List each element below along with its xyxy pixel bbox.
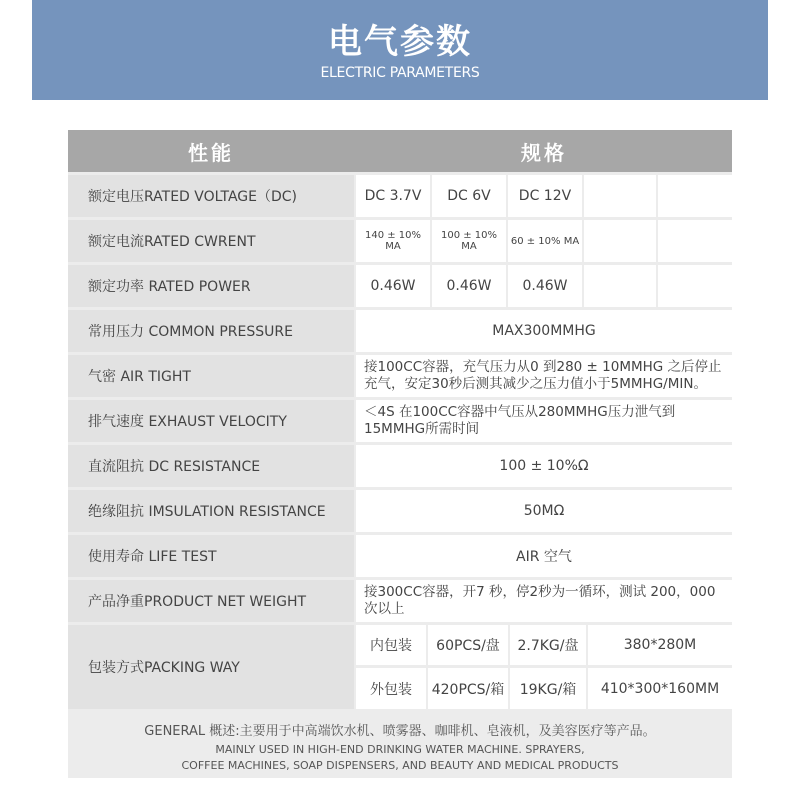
outer-pack-qty: 420PCS/箱 (428, 668, 508, 709)
empty-cell (658, 265, 732, 307)
row-label: 额定电流RATED CWRENT (68, 220, 354, 262)
empty-cell (584, 175, 656, 217)
table-row-packing-way (68, 625, 732, 709)
row-label: 直流阻抗 DC RESISTANCE (68, 445, 354, 487)
general-en-line1: MAINLY USED IN HIGH-END DRINKING WATER MACHINE. SPRAYERS, (215, 743, 585, 756)
table-row-exhaust-velocity (68, 400, 732, 442)
inner-pack-qty: 60PCS/盘 (428, 625, 508, 665)
table-row-dc-resistance (68, 445, 732, 487)
outer-pack-weight: 19KG/箱 (510, 668, 586, 709)
value-cell: 100 ± 10%Ω (356, 445, 732, 487)
inner-pack-label: 内包装 (356, 625, 426, 665)
value-cell: 100 ± 10% MA (432, 220, 506, 262)
value-cell: 接300CC容器，开7 秒，停2秒为一循环，测试 200，000 次以上 (356, 580, 732, 622)
row-label: 包装方式PACKING WAY (68, 625, 354, 709)
value-cell: 0.46W (508, 265, 582, 307)
table-row-current (68, 220, 732, 262)
table-row-net-weight (68, 580, 732, 622)
empty-cell (584, 265, 656, 307)
value-cell: MAX300MMHG (356, 310, 732, 352)
table-header (68, 130, 732, 172)
header-specification: 规格 (521, 140, 567, 165)
table-row-power (68, 265, 732, 307)
inner-pack-size: 380*280M (588, 625, 732, 665)
value-cell: 140 ± 10% MA (356, 220, 430, 262)
value-cell: 接100CC容器，充气压力从0 到280 ± 10MMHG 之后停止充气，安定30秒后测其减少之压力值小于5MMHG/MIN。 (356, 355, 732, 397)
value-cell: DC 6V (432, 175, 506, 217)
table-row-insulation-resistance (68, 490, 732, 532)
table-row-air-tight (68, 355, 732, 397)
row-label: 产品净重PRODUCT NET WEIGHT (68, 580, 354, 622)
title-banner (32, 0, 768, 100)
title-cn: 电气参数 (328, 22, 472, 62)
value-cell: 50MΩ (356, 490, 732, 532)
empty-cell (584, 220, 656, 262)
table-row-voltage (68, 175, 732, 217)
value-cell: 60 ± 10% MA (508, 220, 582, 262)
row-label: 常用压力 COMMON PRESSURE (68, 310, 354, 352)
title-en: ELECTRIC PARAMETERS (320, 65, 480, 81)
row-label: 使用寿命 LIFE TEST (68, 535, 354, 577)
row-label: 额定电压RATED VOLTAGE（DC) (68, 175, 354, 217)
general-cn: GENERAL 概述:主要用于中高端饮水机、喷雾器、咖啡机、皂液机，及美容医疗等产品。 (144, 724, 656, 739)
general-description (68, 710, 732, 778)
row-label: 绝缘阻抗 IMSULATION RESISTANCE (68, 490, 354, 532)
empty-cell (658, 175, 732, 217)
table-row-life-test (68, 535, 732, 577)
row-label: 排气速度 EXHAUST VELOCITY (68, 400, 354, 442)
value-cell: 0.46W (432, 265, 506, 307)
value-cell: 0.46W (356, 265, 430, 307)
general-en-line2: COFFEE MACHINES, SOAP DISPENSERS, AND BEAUTY AND MEDICAL PRODUCTS (181, 759, 619, 772)
table-row-pressure (68, 310, 732, 352)
value-cell: AIR 空气 (356, 535, 732, 577)
value-cell: DC 3.7V (356, 175, 430, 217)
value-cell: ＜4S 在100CC容器中气压从280MMHG压力泄气到15MMHG所需时间 (356, 400, 732, 442)
empty-cell (658, 220, 732, 262)
inner-pack-weight: 2.7KG/盘 (510, 625, 586, 665)
header-performance: 性能 (188, 140, 234, 165)
outer-pack-size: 410*300*160MM (588, 668, 732, 709)
row-label: 额定功率 RATED POWER (68, 265, 354, 307)
value-cell: DC 12V (508, 175, 582, 217)
outer-pack-label: 外包装 (356, 668, 426, 709)
row-label: 气密 AIR TIGHT (68, 355, 354, 397)
parameters-table (68, 130, 732, 778)
